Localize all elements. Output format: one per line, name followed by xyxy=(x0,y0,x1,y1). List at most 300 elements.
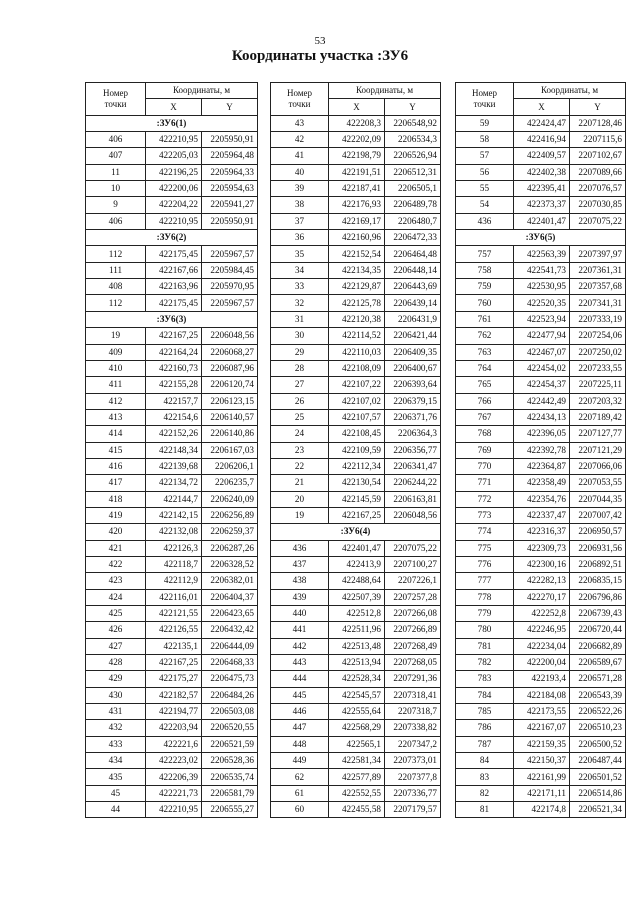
y-coordinate: 2206682,89 xyxy=(570,638,626,654)
point-number: 426 xyxy=(86,622,146,638)
point-number: 783 xyxy=(456,671,514,687)
table-row xyxy=(271,197,441,213)
y-coordinate: 2206123,15 xyxy=(202,393,258,409)
y-coordinate: 2206140,57 xyxy=(202,409,258,425)
x-coordinate: 422434,13 xyxy=(514,409,570,425)
y-column-header: Y xyxy=(570,99,626,115)
table-row xyxy=(86,507,258,523)
point-number: 82 xyxy=(456,785,514,801)
table-row xyxy=(271,491,441,507)
y-coordinate: 2207318,41 xyxy=(385,687,441,703)
point-number: 27 xyxy=(271,377,329,393)
y-coordinate: 2207250,02 xyxy=(570,344,626,360)
table-row xyxy=(86,671,258,687)
point-number: 84 xyxy=(456,753,514,769)
table-row xyxy=(456,720,626,736)
table-row xyxy=(456,507,626,523)
y-coordinate: 2207361,31 xyxy=(570,262,626,278)
table-row xyxy=(86,655,258,671)
y-coordinate: 2207121,29 xyxy=(570,442,626,458)
x-coordinate: 422167,07 xyxy=(514,720,570,736)
x-coordinate: 422112,9 xyxy=(146,573,202,589)
y-coordinate: 2207397,97 xyxy=(570,246,626,262)
point-number: 407 xyxy=(86,148,146,164)
y-coordinate: 2207127,77 xyxy=(570,426,626,442)
table-row xyxy=(271,181,441,197)
point-number: 767 xyxy=(456,409,514,425)
table-row xyxy=(271,442,441,458)
x-coordinate: 422176,93 xyxy=(329,197,385,213)
point-number: 433 xyxy=(86,736,146,752)
x-coordinate: 422208,3 xyxy=(329,115,385,131)
table-row xyxy=(271,622,441,638)
y-coordinate: 2206356,77 xyxy=(385,442,441,458)
table-row xyxy=(86,540,258,556)
point-number: 437 xyxy=(271,556,329,572)
table-row xyxy=(86,328,258,344)
x-coordinate: 422109,59 xyxy=(329,442,385,458)
table-row xyxy=(86,132,258,148)
point-number: 9 xyxy=(86,197,146,213)
table-row xyxy=(271,704,441,720)
x-coordinate: 422205,03 xyxy=(146,148,202,164)
x-coordinate: 422161,99 xyxy=(514,769,570,785)
y-coordinate: 2206796,86 xyxy=(570,589,626,605)
section-label: :ЗУ6(5) xyxy=(456,230,626,246)
x-coordinate: 422135,1 xyxy=(146,638,202,654)
point-number: 774 xyxy=(456,524,514,540)
coordinates-table-1 xyxy=(85,82,258,818)
point-number: 784 xyxy=(456,687,514,703)
point-number: 30 xyxy=(271,328,329,344)
table-row xyxy=(86,524,258,540)
x-coordinate: 422200,04 xyxy=(514,655,570,671)
point-number: 444 xyxy=(271,671,329,687)
x-coordinate: 422198,79 xyxy=(329,148,385,164)
x-coordinate: 422175,45 xyxy=(146,246,202,262)
point-number: 430 xyxy=(86,687,146,703)
point-number: 787 xyxy=(456,736,514,752)
point-number: 441 xyxy=(271,622,329,638)
x-coordinate: 422152,54 xyxy=(329,246,385,262)
point-number: 44 xyxy=(86,802,146,818)
point-number: 43 xyxy=(271,115,329,131)
table-row xyxy=(86,802,258,818)
y-coordinate: 2206522,26 xyxy=(570,704,626,720)
y-coordinate: 2206382,01 xyxy=(202,573,258,589)
x-coordinate: 422513,94 xyxy=(329,655,385,671)
table-row xyxy=(86,442,258,458)
y-coordinate: 2206448,14 xyxy=(385,262,441,278)
point-number: 417 xyxy=(86,475,146,491)
x-coordinate: 422552,55 xyxy=(329,785,385,801)
point-number: 40 xyxy=(271,164,329,180)
x-coordinate: 422171,11 xyxy=(514,785,570,801)
point-header-line: точки xyxy=(473,98,496,109)
table-row xyxy=(456,115,626,131)
y-coordinate: 2206328,52 xyxy=(202,556,258,572)
x-coordinate: 422112,34 xyxy=(329,458,385,474)
point-number: 26 xyxy=(271,393,329,409)
table-row xyxy=(86,148,258,164)
table-row xyxy=(456,589,626,605)
x-column-header: X xyxy=(146,99,202,115)
table-row xyxy=(456,213,626,229)
y-coordinate: 2206206,1 xyxy=(202,458,258,474)
x-column-header: X xyxy=(514,99,570,115)
table-row xyxy=(456,475,626,491)
table-row xyxy=(456,344,626,360)
section-label: :ЗУ6(2) xyxy=(86,230,258,246)
x-coordinate: 422196,25 xyxy=(146,164,202,180)
x-coordinate: 422401,47 xyxy=(329,540,385,556)
point-number: 765 xyxy=(456,377,514,393)
table-row xyxy=(456,164,626,180)
point-number: 769 xyxy=(456,442,514,458)
table-row xyxy=(86,475,258,491)
x-coordinate: 422424,47 xyxy=(514,115,570,131)
point-number: 777 xyxy=(456,573,514,589)
y-coordinate: 2206444,09 xyxy=(202,638,258,654)
point-number: 39 xyxy=(271,181,329,197)
table-row xyxy=(271,328,441,344)
y-coordinate: 2206167,03 xyxy=(202,442,258,458)
table-row xyxy=(456,442,626,458)
y-coordinate: 2206120,74 xyxy=(202,377,258,393)
x-coordinate: 422134,35 xyxy=(329,262,385,278)
y-coordinate: 2207075,22 xyxy=(570,213,626,229)
coordinates-header: Координаты, м xyxy=(329,83,441,99)
point-number: 57 xyxy=(456,148,514,164)
table-row xyxy=(271,785,441,801)
table-row xyxy=(456,132,626,148)
point-number: 59 xyxy=(456,115,514,131)
table-row xyxy=(86,589,258,605)
point-number: 56 xyxy=(456,164,514,180)
point-number: 414 xyxy=(86,426,146,442)
point-header-line: Номер xyxy=(102,87,129,98)
table-row xyxy=(86,426,258,442)
x-coordinate: 422167,25 xyxy=(329,507,385,523)
page-number: 53 xyxy=(314,35,326,47)
y-coordinate: 2206931,56 xyxy=(570,540,626,556)
y-coordinate: 2206555,27 xyxy=(202,802,258,818)
table-row xyxy=(456,524,626,540)
x-coordinate: 422477,94 xyxy=(514,328,570,344)
table-row xyxy=(456,197,626,213)
y-coordinate: 2206443,69 xyxy=(385,279,441,295)
y-coordinate: 2207226,1 xyxy=(385,573,441,589)
page-title: Координаты участка :ЗУ6 xyxy=(231,48,409,64)
table-row xyxy=(271,132,441,148)
y-coordinate: 2207266,08 xyxy=(385,606,441,622)
y-coordinate: 2205964,48 xyxy=(202,148,258,164)
y-coordinate: 2206287,26 xyxy=(202,540,258,556)
point-number: 32 xyxy=(271,295,329,311)
point-number: 766 xyxy=(456,393,514,409)
x-coordinate: 422163,96 xyxy=(146,279,202,295)
x-coordinate: 422114,52 xyxy=(329,328,385,344)
y-coordinate: 2205984,45 xyxy=(202,262,258,278)
table-row xyxy=(86,769,258,785)
point-number: 11 xyxy=(86,164,146,180)
table-row xyxy=(456,622,626,638)
point-number: 427 xyxy=(86,638,146,654)
point-number: 37 xyxy=(271,213,329,229)
point-number: 23 xyxy=(271,442,329,458)
table-row xyxy=(86,246,258,262)
y-column-header: Y xyxy=(202,99,258,115)
point-number: 22 xyxy=(271,458,329,474)
table-row xyxy=(86,458,258,474)
table-row xyxy=(271,720,441,736)
table-row xyxy=(86,393,258,409)
point-number: 772 xyxy=(456,491,514,507)
point-number: 36 xyxy=(271,230,329,246)
x-coordinate: 422523,94 xyxy=(514,311,570,327)
x-coordinate: 422187,41 xyxy=(329,181,385,197)
x-coordinate: 422354,76 xyxy=(514,491,570,507)
point-number: 418 xyxy=(86,491,146,507)
point-number: 778 xyxy=(456,589,514,605)
point-number: 60 xyxy=(271,802,329,818)
x-coordinate: 422413,9 xyxy=(329,556,385,572)
point-number: 45 xyxy=(86,785,146,801)
y-coordinate: 2205970,95 xyxy=(202,279,258,295)
point-number: 34 xyxy=(271,262,329,278)
table-row xyxy=(271,540,441,556)
table-row xyxy=(456,671,626,687)
table-row xyxy=(86,736,258,752)
table-row xyxy=(86,573,258,589)
y-coordinate: 2206464,48 xyxy=(385,246,441,262)
y-coordinate: 2206240,09 xyxy=(202,491,258,507)
table-row xyxy=(456,393,626,409)
header-row xyxy=(86,83,258,99)
x-coordinate: 422182,57 xyxy=(146,687,202,703)
point-number-header xyxy=(456,83,514,116)
point-number: 420 xyxy=(86,524,146,540)
table-row xyxy=(86,622,258,638)
y-coordinate: 2207268,05 xyxy=(385,655,441,671)
y-coordinate: 2206892,51 xyxy=(570,556,626,572)
point-number: 771 xyxy=(456,475,514,491)
point-number: 83 xyxy=(456,769,514,785)
y-coordinate: 2206468,33 xyxy=(202,655,258,671)
x-coordinate: 422210,95 xyxy=(146,132,202,148)
section-row xyxy=(271,524,441,540)
x-coordinate: 422169,17 xyxy=(329,213,385,229)
y-coordinate: 2206489,78 xyxy=(385,197,441,213)
point-number: 786 xyxy=(456,720,514,736)
table-row xyxy=(86,213,258,229)
point-number: 785 xyxy=(456,704,514,720)
section-label: :ЗУ6(1) xyxy=(86,115,258,131)
point-number: 448 xyxy=(271,736,329,752)
y-coordinate: 2207189,42 xyxy=(570,409,626,425)
point-number: 58 xyxy=(456,132,514,148)
y-coordinate: 2206409,35 xyxy=(385,344,441,360)
x-coordinate: 422191,51 xyxy=(329,164,385,180)
x-coordinate: 422210,95 xyxy=(146,213,202,229)
x-coordinate: 422126,55 xyxy=(146,622,202,638)
point-number: 436 xyxy=(456,213,514,229)
table-row xyxy=(456,573,626,589)
y-coordinate: 2206487,44 xyxy=(570,753,626,769)
point-number: 760 xyxy=(456,295,514,311)
x-coordinate: 422454,37 xyxy=(514,377,570,393)
x-coordinate: 422309,73 xyxy=(514,540,570,556)
x-coordinate: 422142,15 xyxy=(146,507,202,523)
x-coordinate: 422148,34 xyxy=(146,442,202,458)
x-coordinate: 422121,55 xyxy=(146,606,202,622)
table-row xyxy=(86,295,258,311)
point-number-header xyxy=(86,83,146,116)
table-row xyxy=(456,409,626,425)
table-row xyxy=(86,409,258,425)
point-number: 447 xyxy=(271,720,329,736)
table-row xyxy=(86,785,258,801)
x-coordinate: 422167,66 xyxy=(146,262,202,278)
section-row xyxy=(86,311,258,327)
x-coordinate: 422110,03 xyxy=(329,344,385,360)
y-coordinate: 2206581,79 xyxy=(202,785,258,801)
y-coordinate: 2206421,44 xyxy=(385,328,441,344)
y-coordinate: 2207291,36 xyxy=(385,671,441,687)
y-coordinate: 2207225,11 xyxy=(570,377,626,393)
x-coordinate: 422270,17 xyxy=(514,589,570,605)
x-coordinate: 422392,78 xyxy=(514,442,570,458)
table-row xyxy=(456,769,626,785)
y-coordinate: 2206393,64 xyxy=(385,377,441,393)
table-row xyxy=(456,458,626,474)
point-header-line: точки xyxy=(104,98,127,109)
y-coordinate: 2207266,89 xyxy=(385,622,441,638)
y-coordinate: 2206439,14 xyxy=(385,295,441,311)
y-coordinate: 2205950,91 xyxy=(202,132,258,148)
table-row xyxy=(456,377,626,393)
table-row xyxy=(86,377,258,393)
x-coordinate: 422507,39 xyxy=(329,589,385,605)
point-number: 440 xyxy=(271,606,329,622)
y-coordinate: 2207341,31 xyxy=(570,295,626,311)
point-number: 406 xyxy=(86,132,146,148)
x-coordinate: 422530,95 xyxy=(514,279,570,295)
point-number: 112 xyxy=(86,295,146,311)
x-coordinate: 422221,73 xyxy=(146,785,202,801)
y-coordinate: 2207066,06 xyxy=(570,458,626,474)
x-coordinate: 422520,35 xyxy=(514,295,570,311)
y-coordinate: 2207257,28 xyxy=(385,589,441,605)
x-coordinate: 422126,3 xyxy=(146,540,202,556)
x-coordinate: 422300,16 xyxy=(514,556,570,572)
y-column-header: Y xyxy=(385,99,441,115)
point-number: 758 xyxy=(456,262,514,278)
table-row xyxy=(456,262,626,278)
x-coordinate: 422154,6 xyxy=(146,409,202,425)
point-header-line: Номер xyxy=(286,87,313,98)
table-row xyxy=(271,230,441,246)
x-coordinate: 422206,39 xyxy=(146,769,202,785)
y-coordinate: 2206400,67 xyxy=(385,360,441,376)
y-coordinate: 2206364,3 xyxy=(385,426,441,442)
x-coordinate: 422234,04 xyxy=(514,638,570,654)
x-coordinate: 422563,39 xyxy=(514,246,570,262)
table-row xyxy=(456,606,626,622)
point-number: 29 xyxy=(271,344,329,360)
section-row xyxy=(86,230,258,246)
x-coordinate: 422581,34 xyxy=(329,753,385,769)
y-coordinate: 2207179,57 xyxy=(385,802,441,818)
table-row xyxy=(456,785,626,801)
table-row xyxy=(271,295,441,311)
point-number: 416 xyxy=(86,458,146,474)
x-coordinate: 422409,57 xyxy=(514,148,570,164)
point-number: 443 xyxy=(271,655,329,671)
x-coordinate: 422223,02 xyxy=(146,753,202,769)
x-coordinate: 422120,38 xyxy=(329,311,385,327)
y-coordinate: 2206404,37 xyxy=(202,589,258,605)
x-coordinate: 422204,22 xyxy=(146,197,202,213)
y-coordinate: 2206548,92 xyxy=(385,115,441,131)
x-coordinate: 422373,37 xyxy=(514,197,570,213)
table-row xyxy=(86,606,258,622)
y-coordinate: 2206068,27 xyxy=(202,344,258,360)
y-coordinate: 2207203,32 xyxy=(570,393,626,409)
x-coordinate: 422132,08 xyxy=(146,524,202,540)
point-number: 773 xyxy=(456,507,514,523)
x-coordinate: 422107,02 xyxy=(329,393,385,409)
x-coordinate: 422157,7 xyxy=(146,393,202,409)
point-number: 42 xyxy=(271,132,329,148)
y-coordinate: 2207318,7 xyxy=(385,704,441,720)
y-coordinate: 2206259,37 xyxy=(202,524,258,540)
point-number: 31 xyxy=(271,311,329,327)
table-row xyxy=(271,115,441,131)
y-coordinate: 2207089,66 xyxy=(570,164,626,180)
point-number: 442 xyxy=(271,638,329,654)
y-coordinate: 2206256,89 xyxy=(202,507,258,523)
table-row xyxy=(456,638,626,654)
table-row xyxy=(271,360,441,376)
table-row xyxy=(271,279,441,295)
y-coordinate: 2207254,06 xyxy=(570,328,626,344)
table-row xyxy=(271,507,441,523)
y-coordinate: 2206431,9 xyxy=(385,311,441,327)
x-coordinate: 422184,08 xyxy=(514,687,570,703)
y-coordinate: 2206543,39 xyxy=(570,687,626,703)
table-row xyxy=(86,360,258,376)
table-row xyxy=(86,491,258,507)
x-coordinate: 422568,29 xyxy=(329,720,385,736)
section-label: :ЗУ6(4) xyxy=(271,524,441,540)
y-coordinate: 2206512,31 xyxy=(385,164,441,180)
table-row xyxy=(271,458,441,474)
table-row xyxy=(271,769,441,785)
table-row xyxy=(271,556,441,572)
x-coordinate: 422167,25 xyxy=(146,328,202,344)
y-coordinate: 2207373,01 xyxy=(385,753,441,769)
x-coordinate: 422316,37 xyxy=(514,524,570,540)
point-number: 429 xyxy=(86,671,146,687)
y-coordinate: 2207076,57 xyxy=(570,181,626,197)
table-row xyxy=(271,311,441,327)
y-coordinate: 2206528,36 xyxy=(202,753,258,769)
point-number: 41 xyxy=(271,148,329,164)
point-number: 425 xyxy=(86,606,146,622)
y-coordinate: 2206571,28 xyxy=(570,671,626,687)
x-coordinate: 422282,13 xyxy=(514,573,570,589)
